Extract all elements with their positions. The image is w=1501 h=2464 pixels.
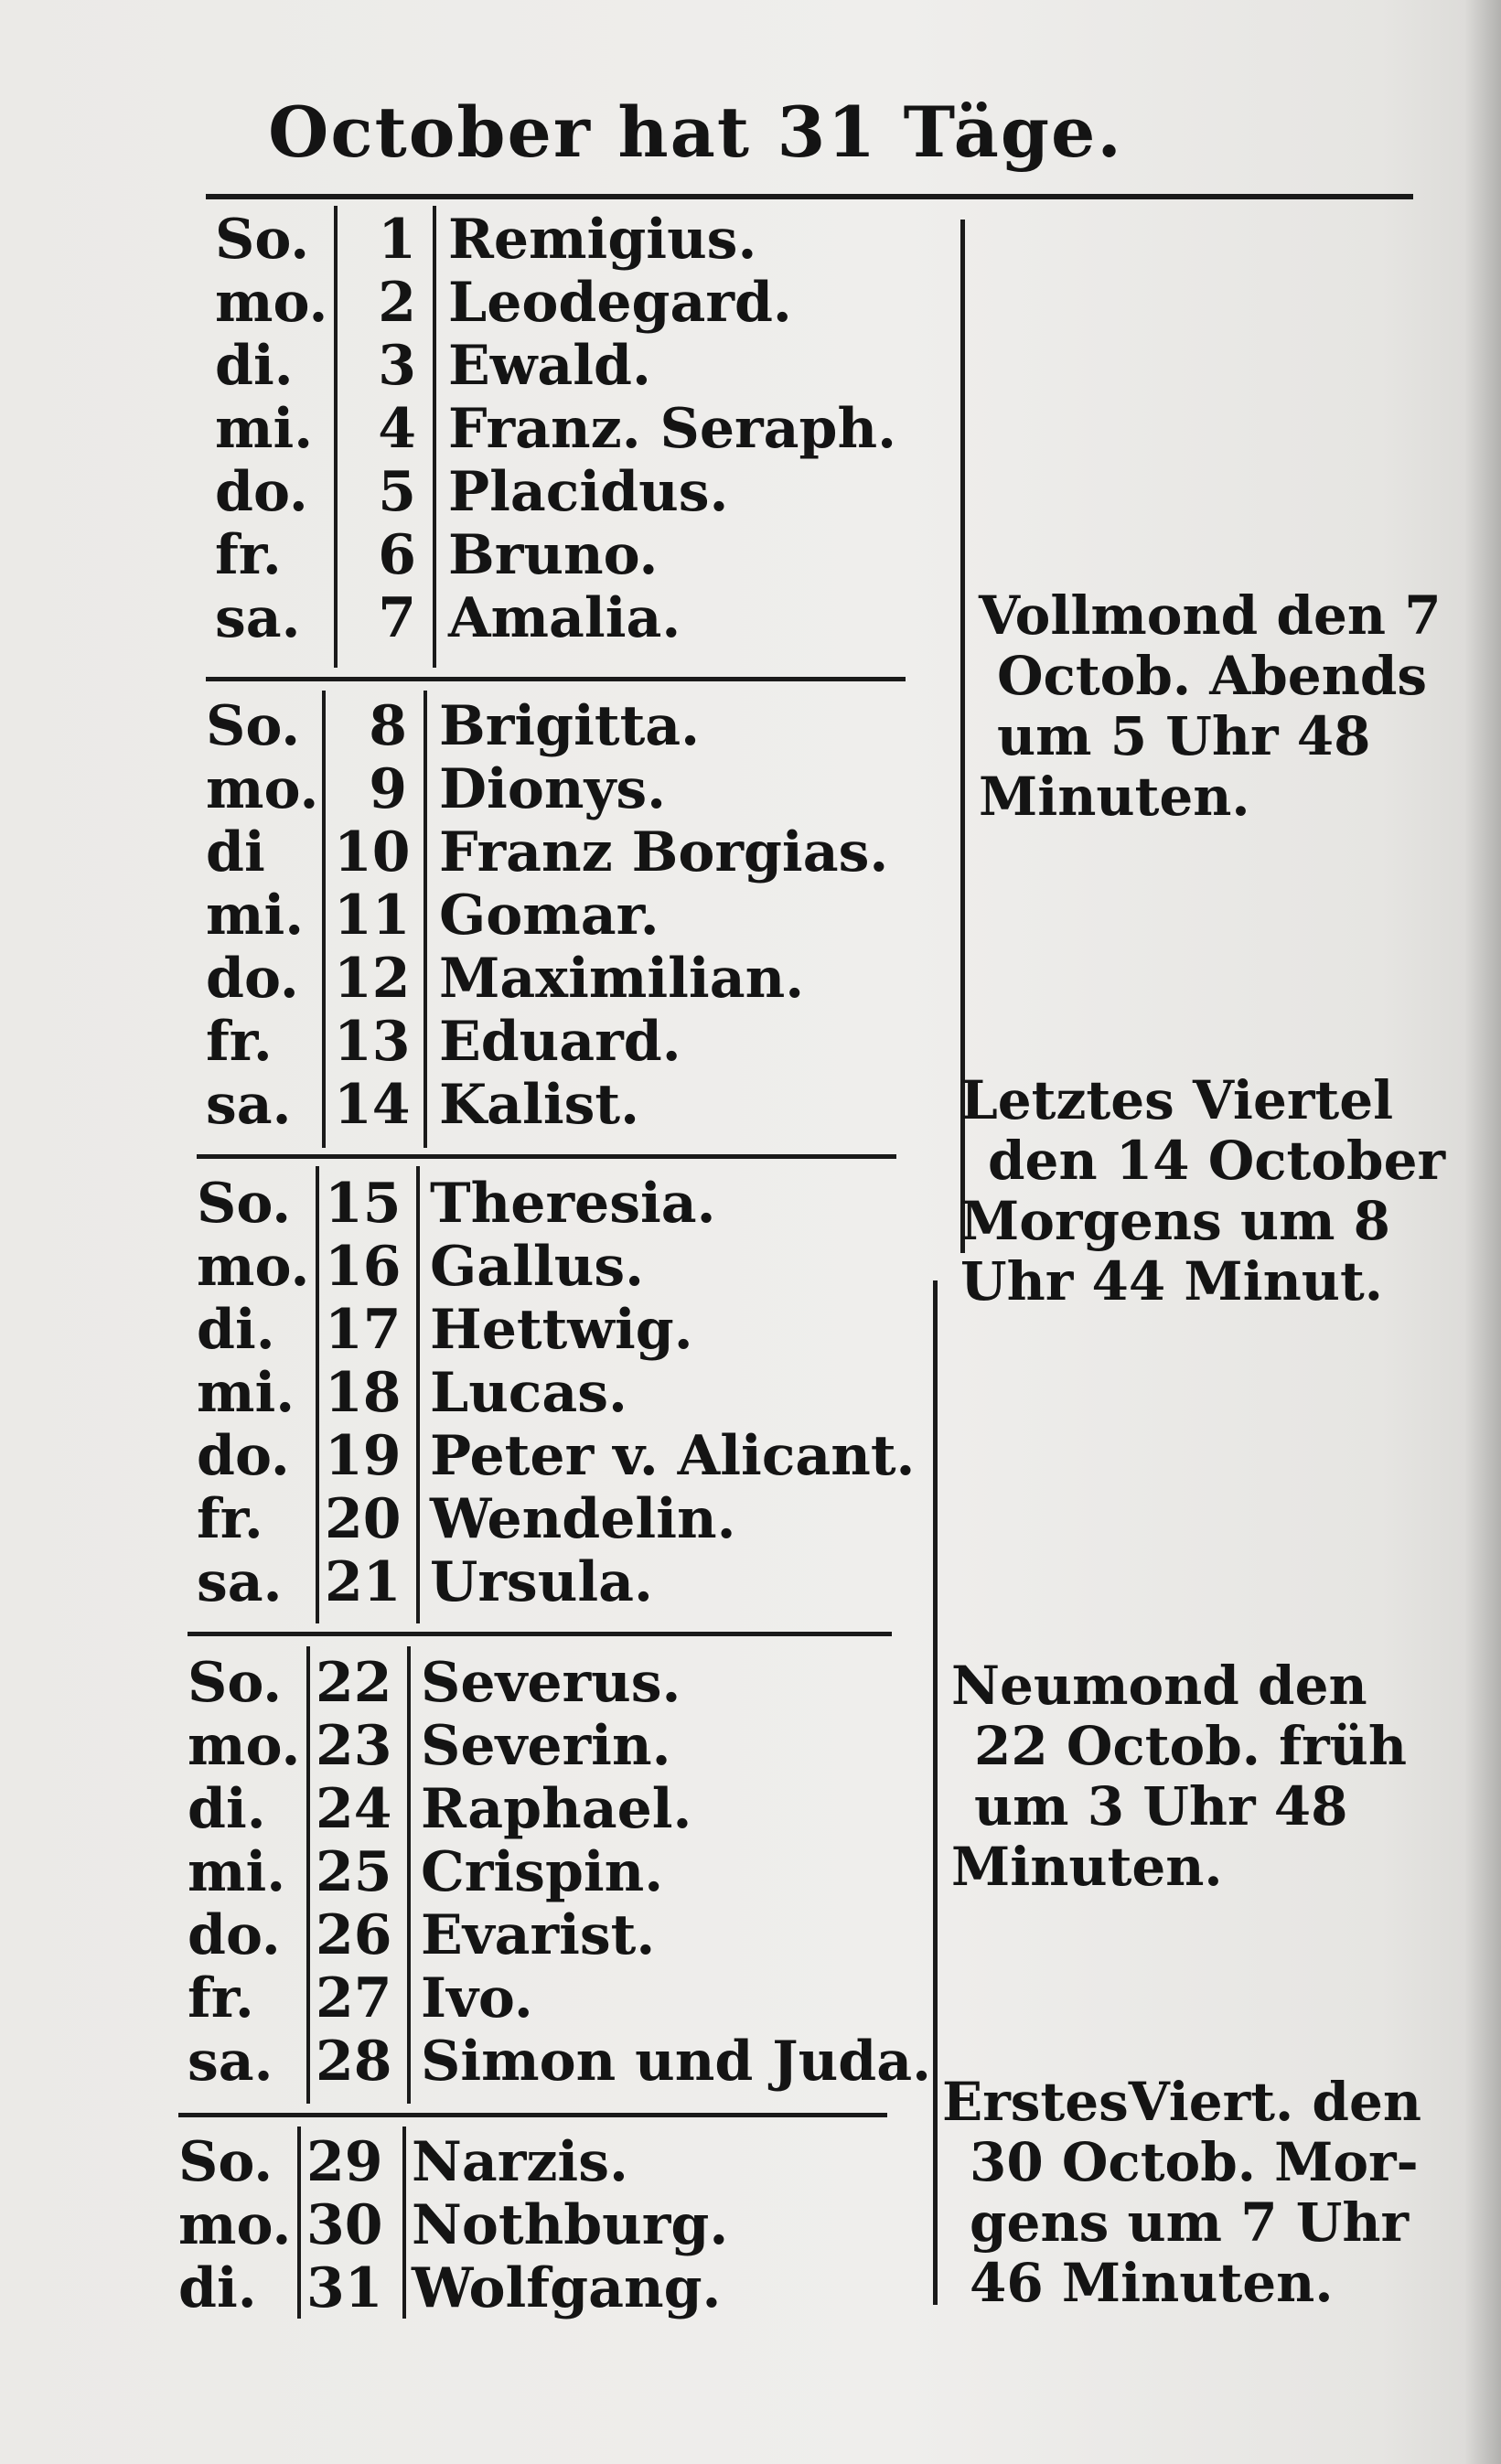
date-number: 11 xyxy=(334,884,411,948)
calendar-row xyxy=(188,1904,901,1966)
calendar-row xyxy=(188,1652,901,1714)
calendar-row xyxy=(197,1173,910,1235)
date-number: 21 xyxy=(325,1550,402,1614)
calendar-row xyxy=(197,1488,910,1550)
saint-name: Ursula. xyxy=(430,1550,653,1614)
saint-name: Raphael. xyxy=(421,1777,692,1841)
note-line: Morgens um 8 xyxy=(960,1190,1391,1252)
calendar-row xyxy=(197,1551,910,1613)
weekday-label: mi. xyxy=(197,1361,295,1425)
note-line: Uhr 44 Minut. xyxy=(960,1250,1383,1312)
date-number: 20 xyxy=(325,1487,402,1551)
note-line: 22 Octob. früh xyxy=(974,1715,1408,1777)
date-number: 14 xyxy=(334,1073,411,1137)
saint-name: Brigitta. xyxy=(439,694,701,758)
weekday-label: mi. xyxy=(215,397,314,461)
calendar-row xyxy=(215,272,928,334)
saint-name: Theresia. xyxy=(430,1172,716,1236)
date-number: 26 xyxy=(316,1903,392,1967)
weekday-label: fr. xyxy=(197,1487,263,1551)
saint-name: Remigius. xyxy=(448,208,757,272)
week-rule xyxy=(197,1154,896,1159)
date-number: 18 xyxy=(325,1361,402,1425)
saint-name: Gallus. xyxy=(430,1235,644,1299)
weekday-label: di xyxy=(206,820,265,884)
date-number: 13 xyxy=(334,1010,411,1074)
weekday-label: mo. xyxy=(197,1235,310,1299)
saint-name: Hettwig. xyxy=(430,1298,693,1362)
moon-phase-note xyxy=(979,585,1442,827)
note-line: Vollmond den 7 xyxy=(979,584,1442,647)
note-line: Letztes Viertel xyxy=(960,1069,1394,1131)
weekday-label: di. xyxy=(197,1298,275,1362)
saint-name: Maximilian. xyxy=(439,947,805,1011)
date-number: 28 xyxy=(316,2030,392,2094)
weekday-label: do. xyxy=(188,1903,281,1967)
note-line: um 3 Uhr 48 xyxy=(974,1775,1348,1837)
saint-name: Severin. xyxy=(421,1714,671,1778)
weekday-label: sa. xyxy=(215,586,301,650)
saint-name: Ivo. xyxy=(421,1966,533,2030)
week-rule xyxy=(188,1632,892,1636)
calendar-row xyxy=(215,587,928,649)
calendar-row xyxy=(215,524,928,586)
note-line: Minuten. xyxy=(951,1836,1223,1898)
moon-phase-note xyxy=(942,2072,1421,2313)
saint-name: Franz Borgias. xyxy=(439,820,889,884)
saint-name: Peter v. Alicant. xyxy=(430,1424,916,1488)
calendar-row xyxy=(197,1362,910,1424)
weekday-label: mo. xyxy=(215,271,328,335)
calendar-row xyxy=(197,1424,916,1488)
calendar-row xyxy=(188,2030,931,2094)
weekday-label: sa. xyxy=(188,2030,273,2094)
date-number: 6 xyxy=(378,523,416,587)
weekday-label: di. xyxy=(188,1777,266,1841)
saint-name: Bruno. xyxy=(448,523,659,587)
saint-name: Gomar. xyxy=(439,884,659,948)
date-number: 10 xyxy=(334,820,411,884)
date-number: 2 xyxy=(378,271,416,335)
saint-name: Eduard. xyxy=(439,1010,681,1074)
weekday-label: So. xyxy=(206,694,301,758)
calendar-row xyxy=(206,695,919,757)
date-number: 5 xyxy=(378,460,416,524)
weekday-label: do. xyxy=(197,1424,290,1488)
date-number: 27 xyxy=(316,1966,392,2030)
saint-name: Wolfgang. xyxy=(412,2256,722,2320)
date-number: 15 xyxy=(325,1172,402,1236)
page-title: October hat 31 Täge. xyxy=(268,91,1123,173)
weekday-label: fr. xyxy=(215,523,282,587)
saint-name: Simon und Juda. xyxy=(421,2030,931,2094)
saint-name: Lucas. xyxy=(430,1361,627,1425)
note-line: den 14 October xyxy=(988,1130,1446,1192)
saint-name: Leodegard. xyxy=(448,271,792,335)
weekday-label: mo. xyxy=(178,2193,292,2257)
saint-name: Crispin. xyxy=(421,1840,664,1904)
calendar-row xyxy=(215,461,928,523)
weekday-label: mo. xyxy=(188,1714,301,1778)
saint-name: Narzis. xyxy=(412,2130,628,2194)
note-line: ErstesViert. den xyxy=(942,2071,1422,2133)
date-number: 1 xyxy=(378,208,416,272)
weekday-label: mi. xyxy=(188,1840,286,1904)
weekday-label: sa. xyxy=(206,1073,292,1137)
date-number: 8 xyxy=(369,694,407,758)
week-rule xyxy=(178,2113,887,2117)
weekday-label: di. xyxy=(178,2256,257,2320)
note-line: Octob. Abends xyxy=(997,645,1428,707)
weekday-label: do. xyxy=(206,947,299,1011)
saint-name: Kalist. xyxy=(439,1073,639,1137)
weekday-label: mi. xyxy=(206,884,305,948)
weekday-label: mo. xyxy=(206,757,319,821)
calendar-row xyxy=(178,2194,892,2256)
saint-name: Amalia. xyxy=(448,586,681,650)
weekday-label: di. xyxy=(215,334,294,398)
weekday-label: do. xyxy=(215,460,308,524)
note-line: 46 Minuten. xyxy=(970,2252,1334,2314)
date-number: 22 xyxy=(316,1651,392,1715)
date-number: 25 xyxy=(316,1840,392,1904)
date-number: 31 xyxy=(306,2256,383,2320)
date-number: 23 xyxy=(316,1714,392,1778)
calendar-row xyxy=(215,335,928,397)
saint-name: Franz. Seraph. xyxy=(448,397,896,461)
calendar-row xyxy=(206,1074,919,1136)
calendar-row xyxy=(197,1236,910,1298)
saint-name: Dionys. xyxy=(439,757,666,821)
calendar-row xyxy=(215,209,928,271)
calendar-row xyxy=(215,398,928,460)
date-number: 16 xyxy=(325,1235,402,1299)
calendar-row xyxy=(178,2131,892,2193)
calendar-row xyxy=(206,758,919,820)
date-number: 30 xyxy=(306,2193,383,2257)
calendar-row xyxy=(206,884,919,947)
date-number: 9 xyxy=(369,757,407,821)
weekday-label: sa. xyxy=(197,1550,283,1614)
date-number: 4 xyxy=(378,397,416,461)
page-edge-shadow xyxy=(1464,0,1501,2464)
note-line: gens um 7 Uhr xyxy=(970,2191,1410,2254)
date-number: 7 xyxy=(378,586,416,650)
calendar-row xyxy=(188,1841,901,1903)
weekday-label: So. xyxy=(197,1172,292,1236)
weekday-label: So. xyxy=(178,2130,273,2194)
moon-phase-note xyxy=(951,1655,1407,1897)
notes-column-rule xyxy=(933,1280,938,2305)
note-line: um 5 Uhr 48 xyxy=(997,705,1371,767)
saint-name: Ewald. xyxy=(448,334,651,398)
saint-name: Evarist. xyxy=(421,1903,656,1967)
note-line: Neumond den xyxy=(951,1655,1367,1717)
date-number: 3 xyxy=(378,334,416,398)
calendar-row xyxy=(206,1011,919,1073)
date-number: 19 xyxy=(325,1424,402,1488)
date-number: 12 xyxy=(334,947,411,1011)
weekday-label: So. xyxy=(188,1651,283,1715)
weekday-label: fr. xyxy=(206,1010,273,1074)
calendar-row xyxy=(206,948,919,1010)
saint-name: Nothburg. xyxy=(412,2193,729,2257)
top-rule xyxy=(206,194,1413,199)
calendar-row xyxy=(197,1299,910,1361)
note-line: Minuten. xyxy=(979,766,1250,828)
date-number: 17 xyxy=(325,1298,402,1362)
calendar-row xyxy=(206,821,919,884)
saint-name: Severus. xyxy=(421,1651,681,1715)
weekday-label: fr. xyxy=(188,1966,254,2030)
calendar-row xyxy=(188,1715,901,1777)
saint-name: Wendelin. xyxy=(430,1487,736,1551)
calendar-row xyxy=(188,1967,901,2030)
note-line: 30 Octob. Mor- xyxy=(970,2131,1419,2193)
saint-name: Placidus. xyxy=(448,460,729,524)
date-number: 24 xyxy=(316,1777,392,1841)
date-number: 29 xyxy=(306,2130,383,2194)
weekday-label: So. xyxy=(215,208,310,272)
moon-phase-note xyxy=(960,1070,1445,1312)
calendar-row xyxy=(178,2257,892,2319)
calendar-row xyxy=(188,1778,901,1840)
week-rule xyxy=(206,677,906,681)
